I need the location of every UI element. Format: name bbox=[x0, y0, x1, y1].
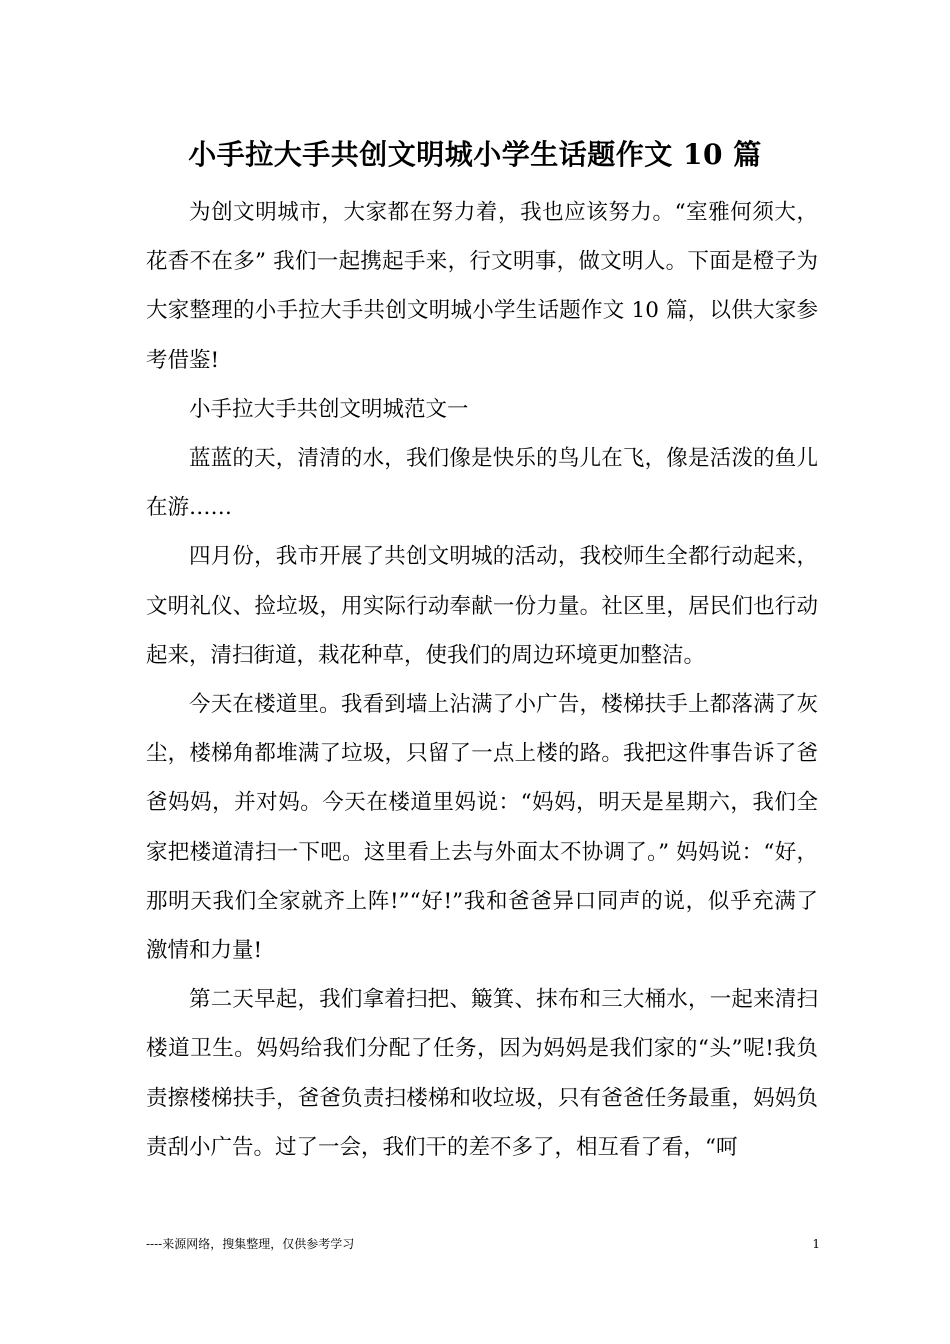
paragraph: 蓝蓝的天，清清的水，我们像是快乐的鸟儿在飞，像是活泼的鱼儿在游…… bbox=[146, 446, 818, 521]
paragraph: 第二天早起，我们拿着扫把、簸箕、抹布和三大桶水，一起来清扫楼道卫生。妈妈给我们分配了任务，因为妈妈是我们家的“头”呢!我负责擦楼梯扶手，爸爸负责扫楼梯和收垃圾，只有爸爸任务最重，妈妈负责刮小广告。过了一会，我们干的差不多了，相互看了看，“呵 bbox=[146, 987, 818, 1160]
section-heading: 小手拉大手共创文明城范文一 bbox=[189, 396, 469, 422]
document-body bbox=[146, 188, 818, 1172]
paragraph: 四月份，我市开展了共创文明城的活动，我校师生全都行动起来，文明礼仪、捡垃圾，用实际行动奉献一份力量。社区里，居民们也行动起来，清扫街道，栽花种草，使我们的周边环境更加整洁。 bbox=[146, 544, 818, 668]
page-number: 1 bbox=[812, 1237, 820, 1251]
paragraph-intro: 为创文明城市，大家都在努力着，我也应该努力。“室雅何须大，花香不在多” 我们一起携起手来，行文明事，做文明人。下面是橙子为大家整理的小手拉大手共创文明城小学生话题作文 10 篇，以供大家参考借鉴! bbox=[146, 200, 818, 373]
footer-source-note: ----来源网络，搜集整理，仅供参考学习 bbox=[146, 1237, 355, 1251]
paragraph: 今天在楼道里。我看到墙上沾满了小广告，楼梯扶手上都落满了灰尘，楼梯角都堆满了垃圾，只留了一点上楼的路。我把这件事告诉了爸爸妈妈，并对妈。今天在楼道里妈说：“妈妈，明天是星期六，我们全家把楼道清扫一下吧。这里看上去与外面太不协调了。” 妈妈说：“好，那明天我们全家就齐上阵!”“好!”我和爸爸异口同声的说，似乎充满了激情和力量! bbox=[146, 692, 818, 964]
document-title: 小手拉大手共创文明城小学生话题作文 10 篇 bbox=[188, 137, 762, 171]
